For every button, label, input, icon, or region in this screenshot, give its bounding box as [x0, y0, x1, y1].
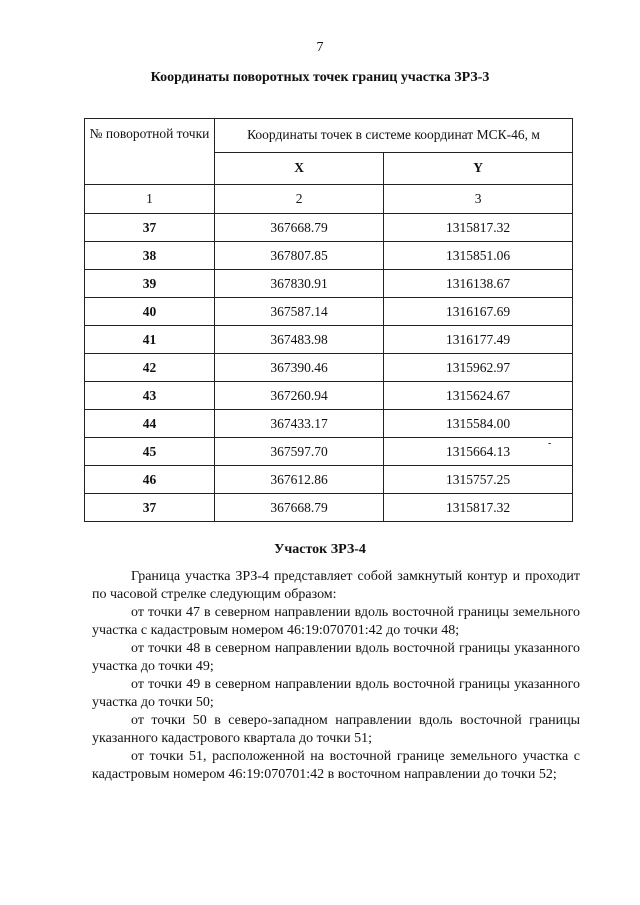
- point-number: 37: [85, 214, 215, 242]
- paragraph: от точки 48 в северном направлении вдоль восточной границы указанного участка до точки 49;: [92, 641, 580, 674]
- y-value: 1316177.49: [384, 326, 573, 354]
- x-value: 367483.98: [215, 326, 384, 354]
- column-index-row: [85, 185, 573, 214]
- x-value: 367597.70: [215, 438, 384, 466]
- point-number: 45: [85, 438, 215, 466]
- table-row: [85, 438, 573, 466]
- table-row: [85, 298, 573, 326]
- paragraph: Граница участка ЗРЗ-4 представляет собой замкнутый контур и проходит по часовой стрелке следующим образом:: [92, 569, 580, 602]
- point-number: 44: [85, 410, 215, 438]
- table-header-row: [85, 119, 573, 153]
- section-body: [92, 568, 580, 784]
- table-row: [85, 214, 573, 242]
- y-value: 1316167.69: [384, 298, 573, 326]
- x-value: 367260.94: [215, 382, 384, 410]
- section-title: Участок ЗРЗ-4: [274, 542, 366, 557]
- table-row: [85, 242, 573, 270]
- stray-mark: -: [548, 438, 552, 449]
- paragraph: от точки 51, расположенной на восточной границе земельного участка с кадастровым номером 46:19:070701:42 в восточном направлении до точки 52;: [92, 749, 580, 782]
- column-index: 3: [384, 185, 573, 214]
- table-row: [85, 326, 573, 354]
- point-number: 38: [85, 242, 215, 270]
- x-value: 367830.91: [215, 270, 384, 298]
- point-number: 37: [85, 494, 215, 522]
- table-row: [85, 410, 573, 438]
- y-value: 1315962.97: [384, 354, 573, 382]
- y-value: 1315624.67: [384, 382, 573, 410]
- x-value: 367433.17: [215, 410, 384, 438]
- point-number: 40: [85, 298, 215, 326]
- table-row: [85, 494, 573, 522]
- table-row: [85, 270, 573, 298]
- x-value: 367668.79: [215, 214, 384, 242]
- y-value: 1315817.32: [384, 494, 573, 522]
- x-value: 367668.79: [215, 494, 384, 522]
- column-index: 1: [85, 185, 215, 214]
- table-title: Координаты поворотных точек границ участка ЗРЗ-3: [150, 70, 490, 85]
- y-value: 1315584.00: [384, 410, 573, 438]
- paragraph: от точки 47 в северном направлении вдоль восточной границы земельного участка с кадастровым номером 46:19:070701:42 до точки 48;: [92, 605, 580, 638]
- x-value: 367807.85: [215, 242, 384, 270]
- x-value: 367390.46: [215, 354, 384, 382]
- header-y: Y: [384, 152, 573, 184]
- table-row: [85, 354, 573, 382]
- x-value: 367612.86: [215, 466, 384, 494]
- y-value: 1315817.32: [384, 214, 573, 242]
- point-number: 43: [85, 382, 215, 410]
- table-row: [85, 382, 573, 410]
- point-number: 39: [85, 270, 215, 298]
- paragraph: от точки 50 в северо-западном направлении вдоль восточной границы указанного кадастрового квартала до точки 51;: [92, 713, 580, 746]
- table-row: [85, 466, 573, 494]
- point-number: 41: [85, 326, 215, 354]
- header-coordinates: Координаты точек в системе координат МСК-46, м: [215, 119, 573, 153]
- paragraph: от точки 49 в северном направлении вдоль восточной границы указанного участка до точки 50;: [92, 677, 580, 710]
- x-value: 367587.14: [215, 298, 384, 326]
- point-number: 42: [85, 354, 215, 382]
- y-value: 1316138.67: [384, 270, 573, 298]
- header-point-number: № поворотной точки: [85, 119, 215, 185]
- y-value: 1315664.13: [384, 438, 573, 466]
- point-number: 46: [85, 466, 215, 494]
- column-index: 2: [215, 185, 384, 214]
- y-value: 1315757.25: [384, 466, 573, 494]
- y-value: 1315851.06: [384, 242, 573, 270]
- coordinates-table: [84, 118, 573, 522]
- header-x: X: [215, 152, 384, 184]
- page-number: 7: [316, 40, 324, 55]
